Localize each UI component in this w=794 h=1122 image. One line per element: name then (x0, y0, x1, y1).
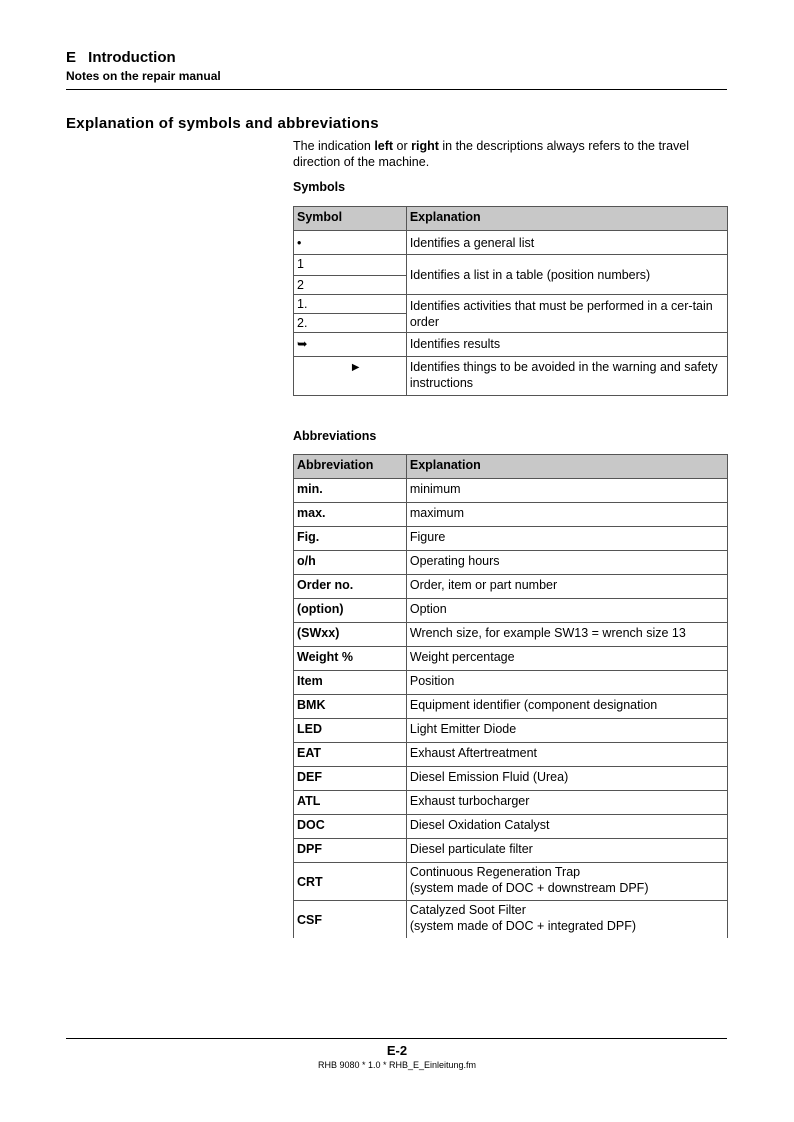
abbreviation: ATL (294, 791, 407, 815)
symbols-col-explanation: Explanation (406, 207, 727, 231)
chapter-title (66, 49, 727, 67)
table-row (294, 255, 728, 276)
symbol-explanation: Identifies a general list (406, 231, 727, 255)
table-row (294, 695, 728, 719)
symbol-explanation: Identifies results (406, 333, 727, 357)
table-row (294, 551, 728, 575)
symbol-explanation: Identifies activities that must be performed in a cer-tain order (406, 295, 727, 333)
table-row (294, 901, 728, 939)
abbreviation: CSF (294, 901, 407, 939)
abbreviation-explanation: Light Emitter Diode (406, 719, 727, 743)
abbreviation-explanation: Equipment identifier (component designation (406, 695, 727, 719)
section-title: Explanation of symbols and abbreviations (66, 115, 379, 132)
explanation-line: Catalyzed Soot Filter (409, 903, 526, 917)
page-header (66, 49, 727, 84)
symbols-heading: Symbols (293, 180, 346, 194)
abbreviation-explanation: Exhaust turbocharger (406, 791, 727, 815)
symbols-col-symbol: Symbol (294, 207, 407, 231)
abbreviation: (option) (294, 599, 407, 623)
explanation-line: Continuous Regeneration Trap (409, 865, 581, 879)
abbreviation: EAT (294, 743, 407, 767)
abbreviation-explanation: Diesel Emission Fluid (Urea) (406, 767, 727, 791)
symbol-explanation: Identifies a list in a table (position numbers) (406, 255, 727, 295)
abbreviation: BMK (294, 695, 407, 719)
table-row (294, 815, 728, 839)
table-row (294, 575, 728, 599)
abbreviation: CRT (294, 863, 407, 901)
abbreviation: (SWxx) (294, 623, 407, 647)
explanation-line: (system made of DOC + downstream DPF) (409, 881, 649, 895)
bullet-symbol: • (294, 231, 407, 255)
table-row (294, 671, 728, 695)
intro-text-2: or (393, 139, 412, 153)
chapter-subtitle: Notes on the repair manual (66, 69, 221, 83)
footer-divider (66, 1038, 727, 1039)
abbreviation-explanation: Exhaust Aftertreatment (406, 743, 727, 767)
table-row (294, 719, 728, 743)
table-row (294, 295, 728, 314)
abbreviation-explanation: Position (406, 671, 727, 695)
table-row (294, 791, 728, 815)
table-row (294, 479, 728, 503)
abbreviation: DEF (294, 767, 407, 791)
table-row (294, 231, 728, 255)
explanation-line: (system made of DOC + integrated DPF) (409, 919, 636, 933)
abbreviation-explanation (406, 901, 727, 939)
table-row (294, 527, 728, 551)
activity-number-symbol: 2. (294, 314, 407, 333)
symbols-table (293, 206, 728, 396)
abbreviation: min. (294, 479, 407, 503)
header-divider (66, 89, 727, 90)
position-number-symbol: 1 (294, 255, 407, 276)
abbreviation: LED (294, 719, 407, 743)
abbreviations-col-abbreviation: Abbreviation (294, 455, 407, 479)
abbreviations-col-explanation: Explanation (406, 455, 727, 479)
table-row (294, 599, 728, 623)
table-row (294, 743, 728, 767)
abbreviation-explanation: Diesel particulate filter (406, 839, 727, 863)
abbreviation: Order no. (294, 575, 407, 599)
intro-bold-left: left (374, 139, 394, 153)
table-row (294, 863, 728, 901)
abbreviation-explanation: maximum (406, 503, 727, 527)
abbreviations-table (293, 454, 728, 938)
abbreviation: Weight % (294, 647, 407, 671)
table-row (294, 503, 728, 527)
chapter-name: Introduction (88, 49, 176, 66)
table-row (294, 357, 728, 396)
chapter-letter: E (66, 49, 77, 66)
position-number-symbol: 2 (294, 276, 407, 295)
abbreviation: max. (294, 503, 407, 527)
abbreviation: o/h (294, 551, 407, 575)
page-number: E-2 (386, 1043, 408, 1058)
abbreviation: DPF (294, 839, 407, 863)
table-row (294, 647, 728, 671)
abbreviation-explanation: Order, item or part number (406, 575, 727, 599)
intro-text-3: in the descriptions always refers to the travel direction of the machine. (293, 139, 690, 169)
intro-bold-right: right (411, 139, 439, 153)
warning-triangle-icon: ► (294, 357, 407, 396)
abbreviation-explanation: Option (406, 599, 727, 623)
abbreviations-heading: Abbreviations (293, 429, 377, 443)
abbreviation-explanation: Figure (406, 527, 727, 551)
abbreviation: Fig. (294, 527, 407, 551)
document-reference: RHB 9080 * 1.0 * RHB_E_Einleitung.fm (317, 1060, 477, 1070)
abbreviation-explanation: Wrench size, for example SW13 = wrench size 13 (406, 623, 727, 647)
table-row (294, 767, 728, 791)
table-row (294, 333, 728, 357)
abbreviation: Item (294, 671, 407, 695)
intro-paragraph (293, 138, 723, 170)
table-row (294, 623, 728, 647)
symbols-header-row (294, 207, 728, 231)
abbreviation-explanation: minimum (406, 479, 727, 503)
intro-text-1: The indication (293, 139, 375, 153)
abbreviation: DOC (294, 815, 407, 839)
symbol-explanation: Identifies things to be avoided in the warning and safety instructions (406, 357, 727, 396)
result-arrow-icon: ➥ (294, 333, 407, 357)
table-row (294, 839, 728, 863)
abbreviations-header-row (294, 455, 728, 479)
abbreviation-explanation: Weight percentage (406, 647, 727, 671)
abbreviation-explanation (406, 863, 727, 901)
activity-number-symbol: 1. (294, 295, 407, 314)
abbreviation-explanation: Diesel Oxidation Catalyst (406, 815, 727, 839)
abbreviation-explanation: Operating hours (406, 551, 727, 575)
